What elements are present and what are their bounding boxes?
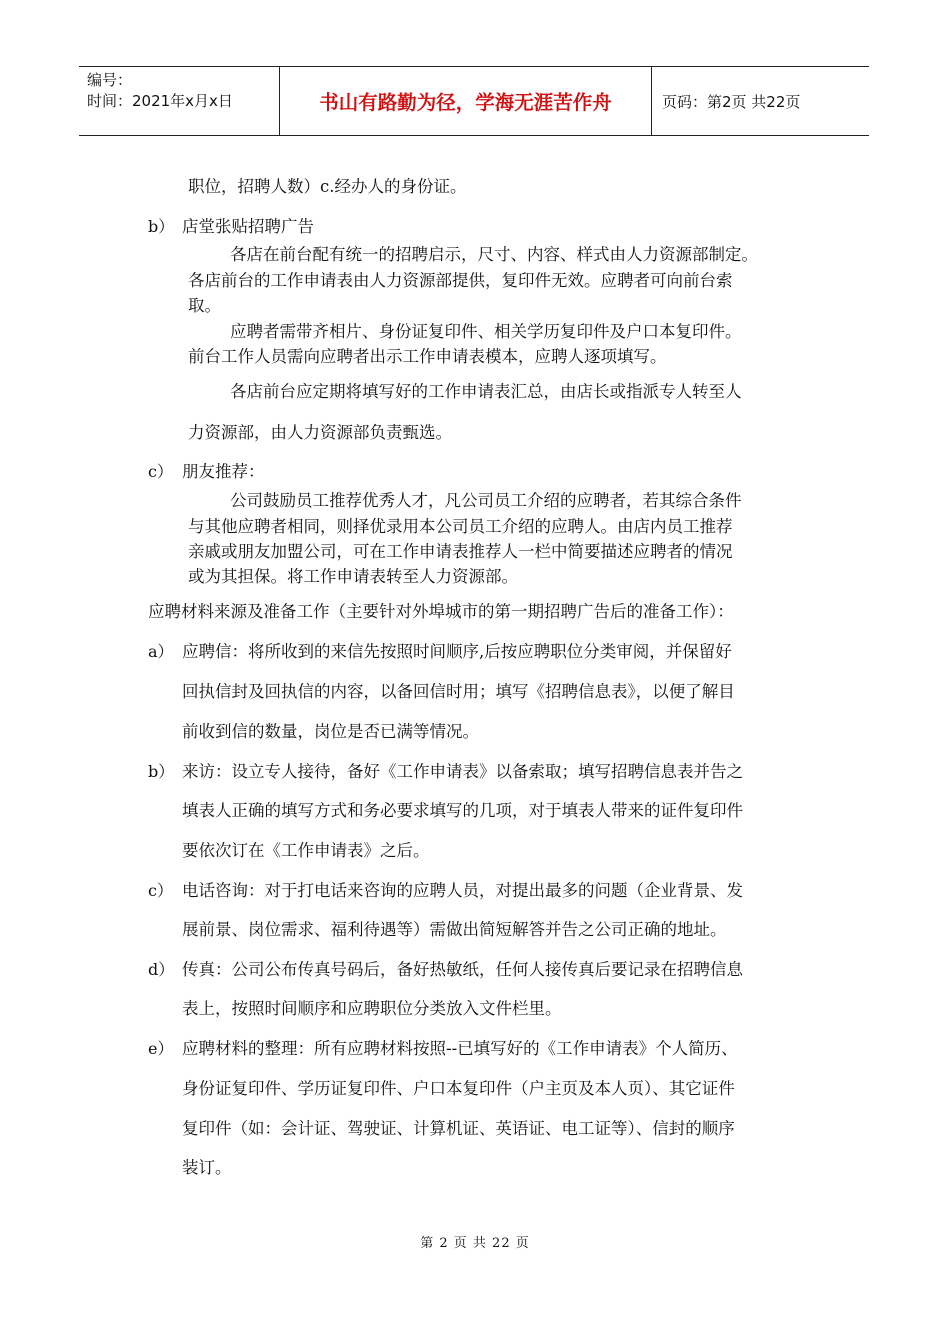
body-line: 或为其担保。将工作申请表转至人力资源部。 — [188, 567, 518, 586]
body-line: 电话咨询：对于打电话来咨询的应聘人员，对提出最多的问题（企业背景、发 — [182, 881, 743, 900]
list-marker: c） — [148, 462, 173, 481]
body-line: 力资源部，由人力资源部负责甄选。 — [188, 423, 452, 442]
list-marker: b） — [148, 217, 175, 236]
section-title: 朋友推荐： — [182, 462, 265, 481]
header-page-info: 页码：第2页 共22页 — [662, 92, 801, 111]
body-line: 各店前台应定期将填写好的工作申请表汇总，由店长或指派专人转至人 — [230, 382, 742, 401]
body-line: 来访：设立专人接待，备好《工作申请表》以备索取；填写招聘信息表并告之 — [182, 762, 743, 781]
body-line: 表上，按照时间顺序和应聘职位分类放入文件栏里。 — [182, 999, 562, 1018]
body-line: 前台工作人员需向应聘者出示工作申请表模本，应聘人逐项填写。 — [188, 347, 667, 366]
list-marker: d） — [148, 960, 175, 979]
body-line: 职位，招聘人数）c.经办人的身份证。 — [188, 177, 467, 196]
list-marker: b） — [148, 762, 175, 781]
header-motto: 书山有路勤为径，学海无涯苦作舟 — [280, 67, 652, 135]
body-line: 取。 — [188, 296, 221, 315]
body-line: 应聘材料的整理：所有应聘材料按照--已填写好的《工作申请表》个人简历、 — [182, 1039, 738, 1058]
body-line: 回执信封及回执信的内容，以备回信时用；填写《招聘信息表》，以便了解目 — [182, 682, 735, 701]
time-label: 时间：2021年x月x日 — [87, 92, 233, 110]
header-meta — [79, 67, 280, 135]
page-footer: 第 2 页 共 22 页 — [420, 1236, 530, 1251]
body-line: 亲戚或朋友加盟公司，可在工作申请表推荐人一栏中简要描述应聘者的情况 — [188, 542, 733, 561]
body-line: 前收到信的数量，岗位是否已满等情况。 — [182, 722, 479, 741]
list-marker: c） — [148, 881, 173, 900]
code-label: 编号： — [87, 71, 133, 89]
body-line: 复印件（如：会计证、驾驶证、计算机证、英语证、电工证等）、信封的顺序 — [182, 1119, 735, 1138]
body-line: 各店前台的工作申请表由人力资源部提供，复印件无效。应聘者可向前台索 — [188, 271, 733, 290]
body-line: 传真：公司公布传真号码后，备好热敏纸，任何人接传真后要记录在招聘信息 — [182, 960, 743, 979]
body-line: 应聘信：将所收到的来信先按照时间顺序,后按应聘职位分类审阅，并保留好 — [182, 642, 732, 661]
body-line: 身份证复印件、学历证复印件、户口本复印件（户主页及本人页）、其它证件 — [182, 1079, 735, 1098]
body-line: 公司鼓励员工推荐优秀人才，凡公司员工介绍的应聘者，若其综合条件 — [230, 491, 742, 510]
body-line: 填表人正确的填写方式和务必要求填写的几项，对于填表人带来的证件复印件 — [182, 801, 743, 820]
list-marker: e） — [148, 1039, 174, 1058]
section-title: 店堂张贴招聘广告 — [182, 217, 314, 236]
body-line: 要依次订在《工作申请表》之后。 — [182, 841, 430, 860]
body-line: 应聘者需带齐相片、身份证复印件、相关学历复印件及户口本复印件。 — [230, 322, 742, 341]
body-line: 各店在前台配有统一的招聘启示，尺寸、内容、样式由人力资源部制定。 — [230, 245, 758, 264]
header-table — [79, 66, 869, 136]
body-line: 展前景、岗位需求、福利待遇等）需做出简短解答并告之公司正确的地址。 — [182, 920, 727, 939]
body-line: 装订。 — [182, 1158, 232, 1177]
list-marker: a） — [148, 642, 174, 661]
body-line: 与其他应聘者相同，则择优录用本公司员工介绍的应聘人。由店内员工推荐 — [188, 517, 733, 536]
section-heading: 应聘材料来源及准备工作（主要针对外埠城市的第一期招聘广告后的准备工作）： — [148, 602, 734, 621]
